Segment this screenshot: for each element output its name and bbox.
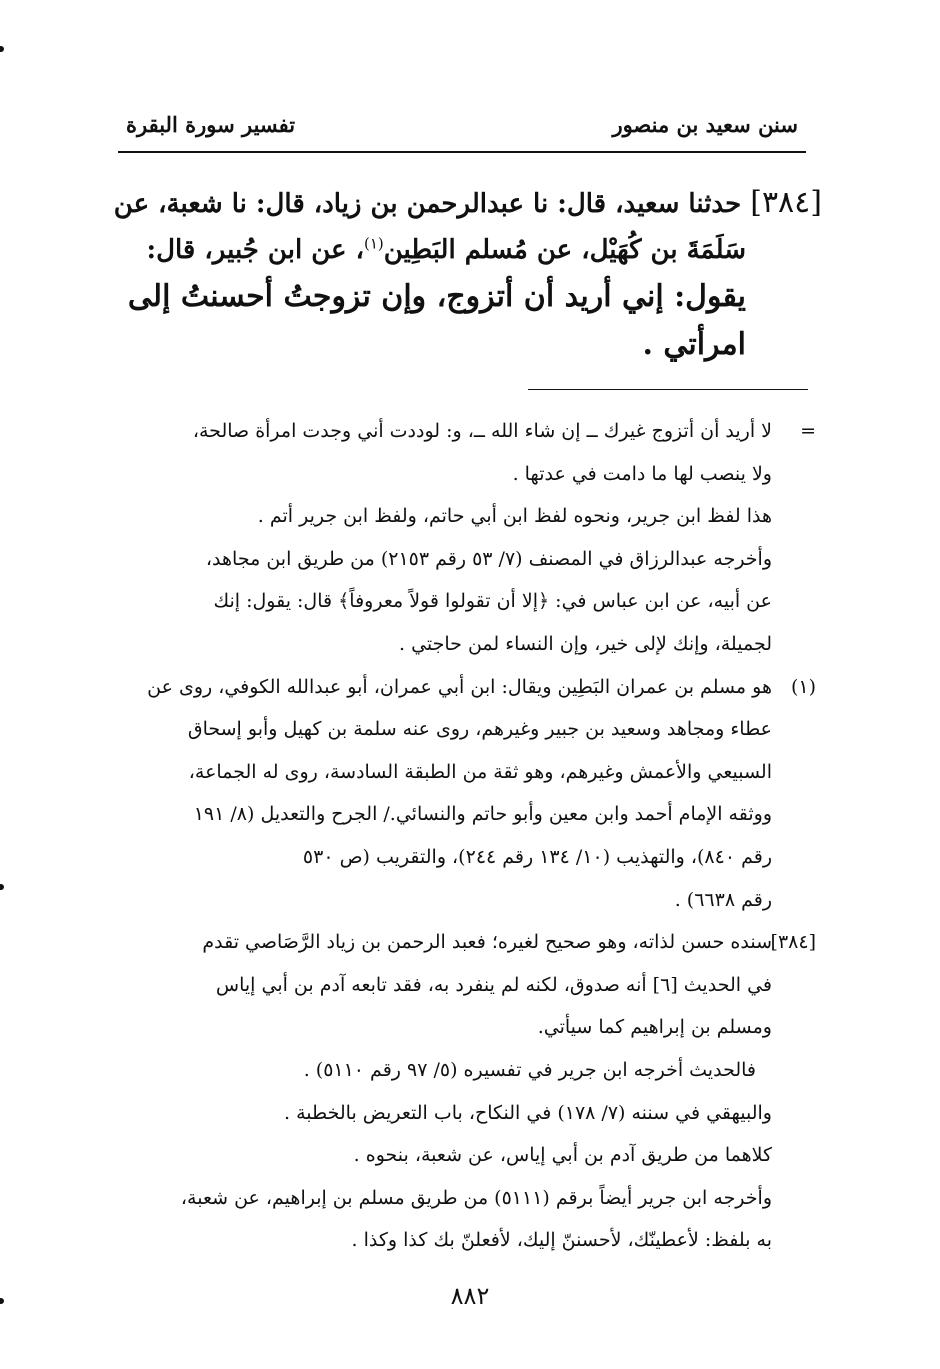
footnote-marker: (١): [790, 675, 816, 698]
footnote-line: فالحديث أخرجه ابن جرير في تفسيره (٥/ ٩٧ رقم ٥١١٠) .: [303, 1058, 756, 1081]
running-header-section-title: تفسير سورة البقرة: [126, 112, 296, 137]
footnote-line: وأخرجه عبدالرزاق في المصنف (٧/ ٥٣ رقم ٢١٥٣) من طريق ابن مجاهد،: [205, 547, 772, 570]
running-header-book-title: سنن سعيد بن منصور: [612, 112, 798, 137]
footnote-line: كلاهما من طريق آدم بن أبي إياس، عن شعبة، بنحوه .: [353, 1144, 772, 1167]
hadith-line: يقول: إني أريد أن أتزوج، وإن تزوجتُ أحسنتُ إلى: [127, 279, 746, 314]
footnote-line: (١) هو مسلم بن عمران البَطِين ويقال: ابن أبي عمران، أبو عبدالله الكوفي، روى عن: [112, 666, 816, 709]
footnote-line: ومسلم بن إبراهيم كما سيأتي.: [537, 1016, 772, 1039]
footnote-line: عطاء ومجاهد وسعيد بن جبير وغيرهم، روى عنه سلمة بن كهيل وأبو إسحاق: [187, 718, 772, 741]
page-number: ٨٨٢: [450, 1282, 490, 1310]
footnote-line: رقم ٨٤٠)، والتهذيب (١٠/ ١٣٤ رقم ٢٤٤)، والتقريب (ص ٥٣٠: [302, 845, 772, 868]
footnote-marker: [٣٨٤]: [770, 931, 816, 954]
scan-dot-middle: [0, 884, 4, 890]
hadith-line: سَلَمَةَ بن كُهَيْل، عن مُسلم البَطِين$^{(١)}$، عن ابن جُبير، قال:: [146, 234, 746, 265]
footnotes: [112, 410, 816, 1262]
footnote-line: في الحديث [٦] أنه صدوق، لكنه لم ينفرد به، فقد تابعه آدم بن أبي إياس: [215, 973, 772, 996]
header-rule: [118, 151, 806, 153]
footnote-rule: [528, 389, 808, 390]
footnote-line: لجميلة، وإنك لإلى خير، وإن النساء لمن حاجتي .: [398, 632, 772, 655]
hadith-text: [113, 180, 822, 369]
footnote-line: ووثقه الإمام أحمد وابن معين وأبو حاتم والنسائي./ الجرح والتعديل (٨/ ١٩١: [193, 803, 772, 826]
footnote-line: وأخرجه ابن جرير أيضاً برقم (٥١١١) من طريق مسلم بن إبراهيم، عن شعبة،: [180, 1186, 772, 1209]
footnote-line: والبيهقي في سننه (٧/ ١٧٨) في النكاح، باب التعريض بالخطبة .: [284, 1101, 772, 1124]
footnote-line: هذا لفظ ابن جرير، ونحوه لفظ ابن أبي حاتم، ولفظ ابن جرير أتم .: [257, 505, 772, 528]
footnote-line: به بلفظ: لأعطينّك، لأحسننّ إليك، لأفعلنّ بك كذا وكذا .: [351, 1229, 772, 1252]
hadith-line: [٣٨٤] حدثنا سعيد، قال: نا عبدالرحمن بن زياد، قال: نا شعبة، عن: [113, 185, 822, 220]
footnote-line: عن أبيه، عن ابن عباس في: ﴿إلا أن تقولوا قولاً معروفاً﴾ قال: يقول: إنك: [213, 590, 772, 613]
hadith-number: [٣٨٤]: [750, 185, 822, 220]
footnote-line: ولا ينصب لها ما دامت في عدتها .: [512, 462, 772, 485]
footnote-line: = لا أريد أن أتزوج غيرك ــ إن شاء الله ــ، و: لوددت أني وجدت امرأة صالحة،: [112, 410, 816, 453]
scan-dot-top: [0, 46, 4, 52]
footnote-ref: (١): [363, 234, 384, 253]
footnote-line: السبيعي والأعمش وغيرهم، وهو ثقة من الطبقة السادسة، روى له الجماعة،: [188, 760, 772, 783]
footnote-line: رقم ٦٦٣٨) .: [674, 888, 772, 911]
hadith-line: امرأتي .: [642, 327, 746, 362]
footnote-line: [٣٨٤] سنده حسن لذاته، وهو صحيح لغيره؛ فعبد الرحمن بن زياد الرَّصَاصي تقدم: [112, 921, 816, 964]
continuation-marker: =: [800, 420, 816, 442]
